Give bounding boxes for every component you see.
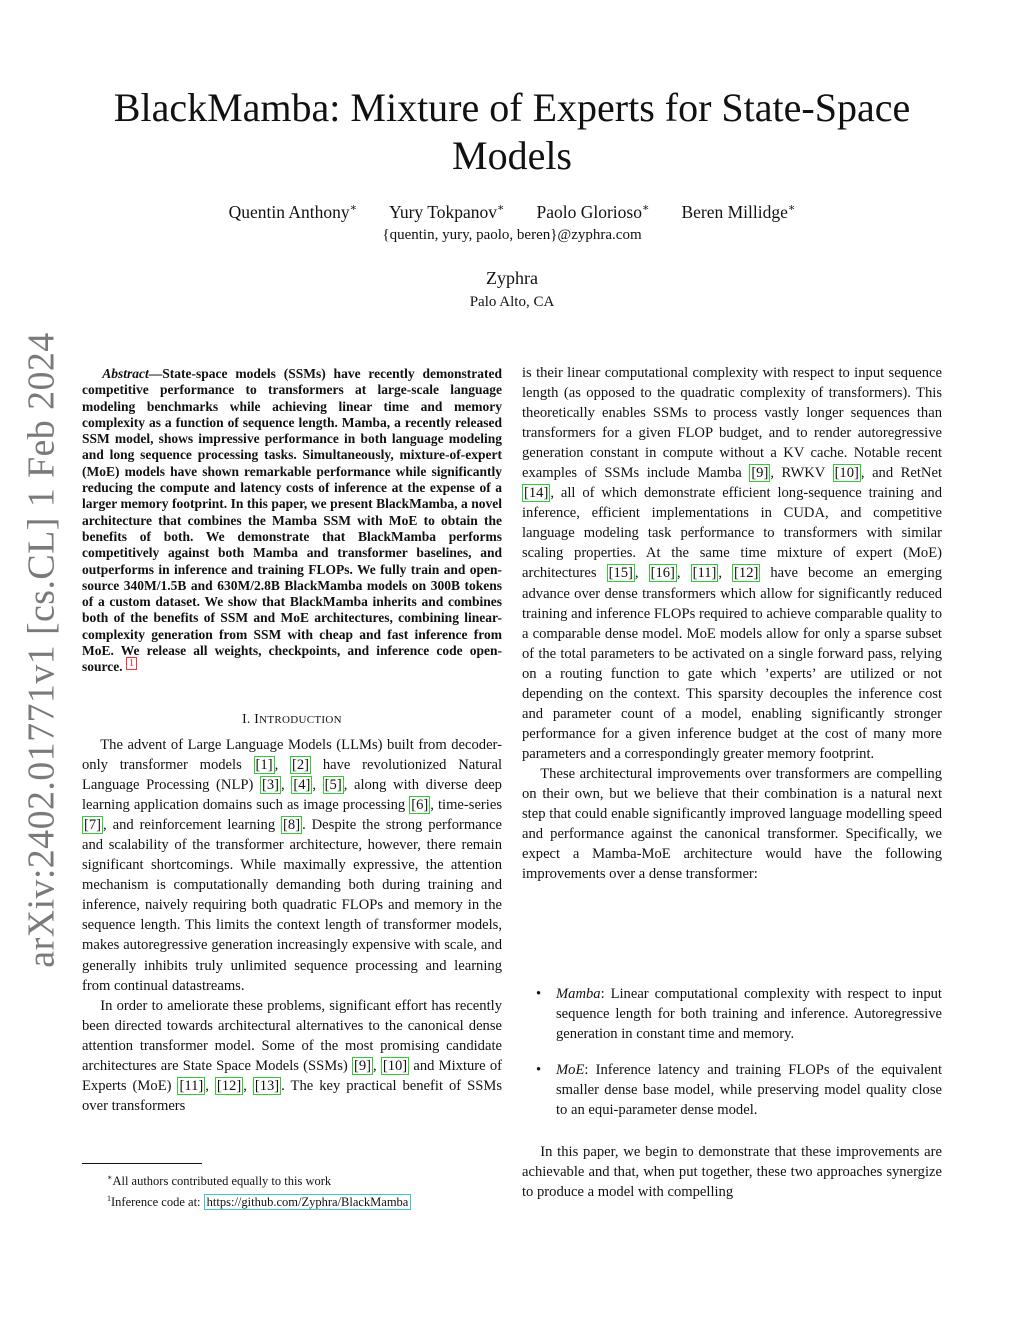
text-run: , <box>205 1077 215 1094</box>
paper-title: BlackMamba: Mixture of Experts for State-Space Models <box>113 85 911 178</box>
citation-link[interactable]: [12] <box>734 565 759 582</box>
text-run: is their linear computational complexity with respect to input sequence length (as opposed to the quadratic complexity of transformers). This theoretically enables SSMs to process vastly longer sequences than transformers for a given FLOP budget, and to render autoregressive generation constant in compute without a KV cache. Notable recent examples of SSMs include Mamba <box>522 365 942 482</box>
text-run: have revolutionized Natural Language Processing (NLP) <box>82 757 503 794</box>
right-column-closing <box>522 1142 942 1202</box>
author: Paolo Glorioso∗ <box>536 201 650 222</box>
footnote: ∗All authors contributed equally to this work <box>107 1173 332 1189</box>
body-paragraph: These architectural improvements over transformers are compelling on their own, but we believe that their combination is a natural next step that could enable significantly improved language modelling speed and performance against the canonical transformer. Specifically, we expect a Mamba-MoE architecture would have the following improvements over a dense transformer: <box>522 765 942 883</box>
text-run: , and RetNet <box>860 465 942 482</box>
intro-paragraph <box>82 996 502 1116</box>
text-run: , <box>718 565 733 582</box>
introduction-body <box>82 735 502 1116</box>
text-run: , and reinforcement learning <box>103 817 282 834</box>
citation-link[interactable]: [9] <box>353 1057 371 1074</box>
author: Quentin Anthony∗ <box>228 201 358 222</box>
text-run: The advent of Large Language Models (LLMs) built from decoder-only transformer models <box>82 737 502 774</box>
citation-link[interactable]: [1] <box>255 757 273 774</box>
text-run: , <box>634 565 649 582</box>
text-run: In order to ameliorate these problems, significant effort has recently been directed towards architectural alternatives to the canonical dense attention transformer model. Some of the most promising candidate architectures are State Space Models (SSMs) <box>82 997 502 1074</box>
citation-link[interactable]: [11] <box>692 565 717 582</box>
text-run: and Mixture of Experts (MoE) <box>82 1057 502 1094</box>
abstract: Abstract—State-space models (SSMs) have recently demonstrated competitive performance to transformers at large-scale language modeling benchmarks while achieving linear time and memory complexity as a function of sequence length. Mamba, a recently released SSM model, shows impressive performance in both language modeling and long sequence processing tasks. Simultaneously, mixture-of-expert (MoE) models have shown remarkable performance while significantly reducing the compute and latency costs of inference at the expense of a larger memory footprint. In this paper, we present BlackMamba, a novel architecture that combines the Mamba SSM with MoE to obtain the benefits of both. We demonstrate that BlackMamba performs competitively against both Mamba and transformer baselines, and outperforms in inference and training FLOPs. We fully train and open-source 340M/1.5B and 630M/2.8B BlackMamba models on 300B tokens of a custom dataset. We show that BlackMamba inherits and combines both of the benefits of SSM and MoE architectures, combining linear-complexity generation from SSM with cheap and fast inference from MoE. We release all weights, checkpoints, and inference code open-source. $^1$ <box>82 366 502 675</box>
text-run: , <box>676 565 691 582</box>
citation-link[interactable]: [10] <box>834 465 859 482</box>
citation-link[interactable]: [10] <box>382 1057 408 1074</box>
footnote: $^1$Inference code at: https://github.com/Zyphra/BlackMamba <box>107 1190 507 1211</box>
list-item: • Mamba: Linear computational complexity with respect to input sequence length for both training and inference. Autoregressive generation in constant time and memory. <box>522 984 942 1044</box>
author: Beren Millidge∗ <box>681 201 796 222</box>
body-paragraph: In this paper, we begin to demonstrate that these improvements are achievable and that, when put together, these two approaches synergize to produce a model with compelling <box>522 1144 942 1201</box>
citation-link[interactable]: [3] <box>262 777 280 794</box>
body-paragraph <box>522 363 942 764</box>
citation-link[interactable]: [13] <box>254 1077 280 1094</box>
author-list <box>80 201 944 223</box>
footnotes <box>107 1169 507 1211</box>
citation-link[interactable]: [4] <box>293 777 311 794</box>
text-run: , <box>312 777 323 794</box>
citation-link[interactable]: [6] <box>411 797 429 814</box>
right-column-body <box>522 363 942 884</box>
text-run: , time-series <box>430 797 502 814</box>
abstract-label: Abstract <box>102 366 149 381</box>
text-run: . Despite the strong performance and scalability of the transformer architecture, however, there remain significant shortcomings. While maximally expressive, the attention mechanism is computationally demanding both during training and inference, naively requiring both quadratic FLOPs and memory in the sequence length. This limits the context length of transformer models, makes autoregressive generation increasingly expensive with scale, and generally inhibits truly unlimited sequence processing and learning from continual datastreams. <box>82 817 502 994</box>
citation-link[interactable]: [11] <box>179 1077 204 1094</box>
citation-link[interactable]: [12] <box>216 1077 242 1094</box>
intro-paragraph <box>82 735 502 996</box>
list-item: • MoE: Inference latency and training FLOPs of the equivalent smaller dense base model, while preserving model quality close to an equi-parameter dense model. <box>522 1060 942 1120</box>
text-run: , <box>243 1077 253 1094</box>
text-run: , <box>372 1057 381 1074</box>
author: Yury Tokpanov∗ <box>389 201 505 222</box>
text-run: , <box>281 777 292 794</box>
citation-link[interactable]: [2] <box>292 757 310 774</box>
citation-link[interactable]: [8] <box>283 817 301 834</box>
text-run: have become an emerging advance over dense transformers which allow for significantly reduced training and inference FLOPs required to achieve comparable quality to a comparable dense model. MoE models allow for only a sparse subset of the total parameters to be activated on a single forward pass, relying on a routing function to gate which ’experts’ are utilized or not depending on the context. This sparsity decouples the inference cost and parameter count of a model, enabling significantly stronger performance for a given inference budget at the cost of many more parameters and a correspondingly greater memory footprint. <box>522 565 942 762</box>
citation-link[interactable]: [16] <box>650 565 675 582</box>
citation-link[interactable]: [9] <box>751 465 769 482</box>
text-run: , RWKV <box>770 465 833 482</box>
text-run: , all of which demonstrate efficient long-sequence training and inference, efficient implementations in CUDA, and competitive language modeling task performance to transformers with similar scaling properties. At the same time mixture of expert (MoE) architectures <box>522 485 942 582</box>
text-run: , <box>274 757 291 774</box>
arxiv-stamp-text: arXiv:2402.01771v1 [cs.CL] 1 Feb 2024 <box>21 332 63 968</box>
citation-link[interactable]: [7] <box>84 817 102 834</box>
author-emails: {quentin, yury, paolo, beren}@zyphra.com <box>382 227 642 243</box>
arxiv-stamp <box>20 332 64 968</box>
footnote-rule <box>82 1163 202 1164</box>
text-run: , along with diverse deep learning application domains such as image processing <box>82 777 502 814</box>
improvement-list <box>522 984 942 1136</box>
citation-link[interactable]: [14] <box>524 485 549 502</box>
inference-code-link[interactable]: https://github.com/Zyphra/BlackMamba <box>204 1194 412 1210</box>
citation-link[interactable]: [5] <box>324 777 342 794</box>
affiliation: Zyphra <box>486 268 538 288</box>
footnote-link[interactable]: 1 <box>126 657 137 670</box>
text-run: . The key practical benefit of SSMs over transformers <box>82 1077 503 1114</box>
affiliation-location: Palo Alto, CA <box>469 294 555 310</box>
section-heading-introduction: I. INTRODUCTION <box>242 711 342 726</box>
abstract-text: State-space models (SSMs) have recently demonstrated competitive performance to transformers at large-scale language modeling benchmarks while achieving linear time and memory complexity as a function of sequence length. Mamba, a recently released SSM model, shows impressive performance in both language modeling and long sequence processing tasks. Simultaneously, mixture-of-expert (MoE) models have shown remarkable performance while significantly reducing the compute and latency costs of inference at the expense of a larger memory footprint. In this paper, we present BlackMamba, a novel architecture that combines the Mamba SSM with MoE to obtain the benefits of both. We demonstrate that BlackMamba performs competitively against both Mamba and transformer baselines, and outperforms in inference and training FLOPs. We fully train and open-source 340M/1.5B and 630M/2.8B BlackMamba models on 300B tokens of a custom dataset. We show that BlackMamba inherits and combines both of the benefits of SSM and MoE architectures, combining linear-complexity generation from SSM with cheap and fast inference from MoE. We release all weights, checkpoints, and inference code open-source. <box>82 366 502 675</box>
citation-link[interactable]: [15] <box>608 565 633 582</box>
